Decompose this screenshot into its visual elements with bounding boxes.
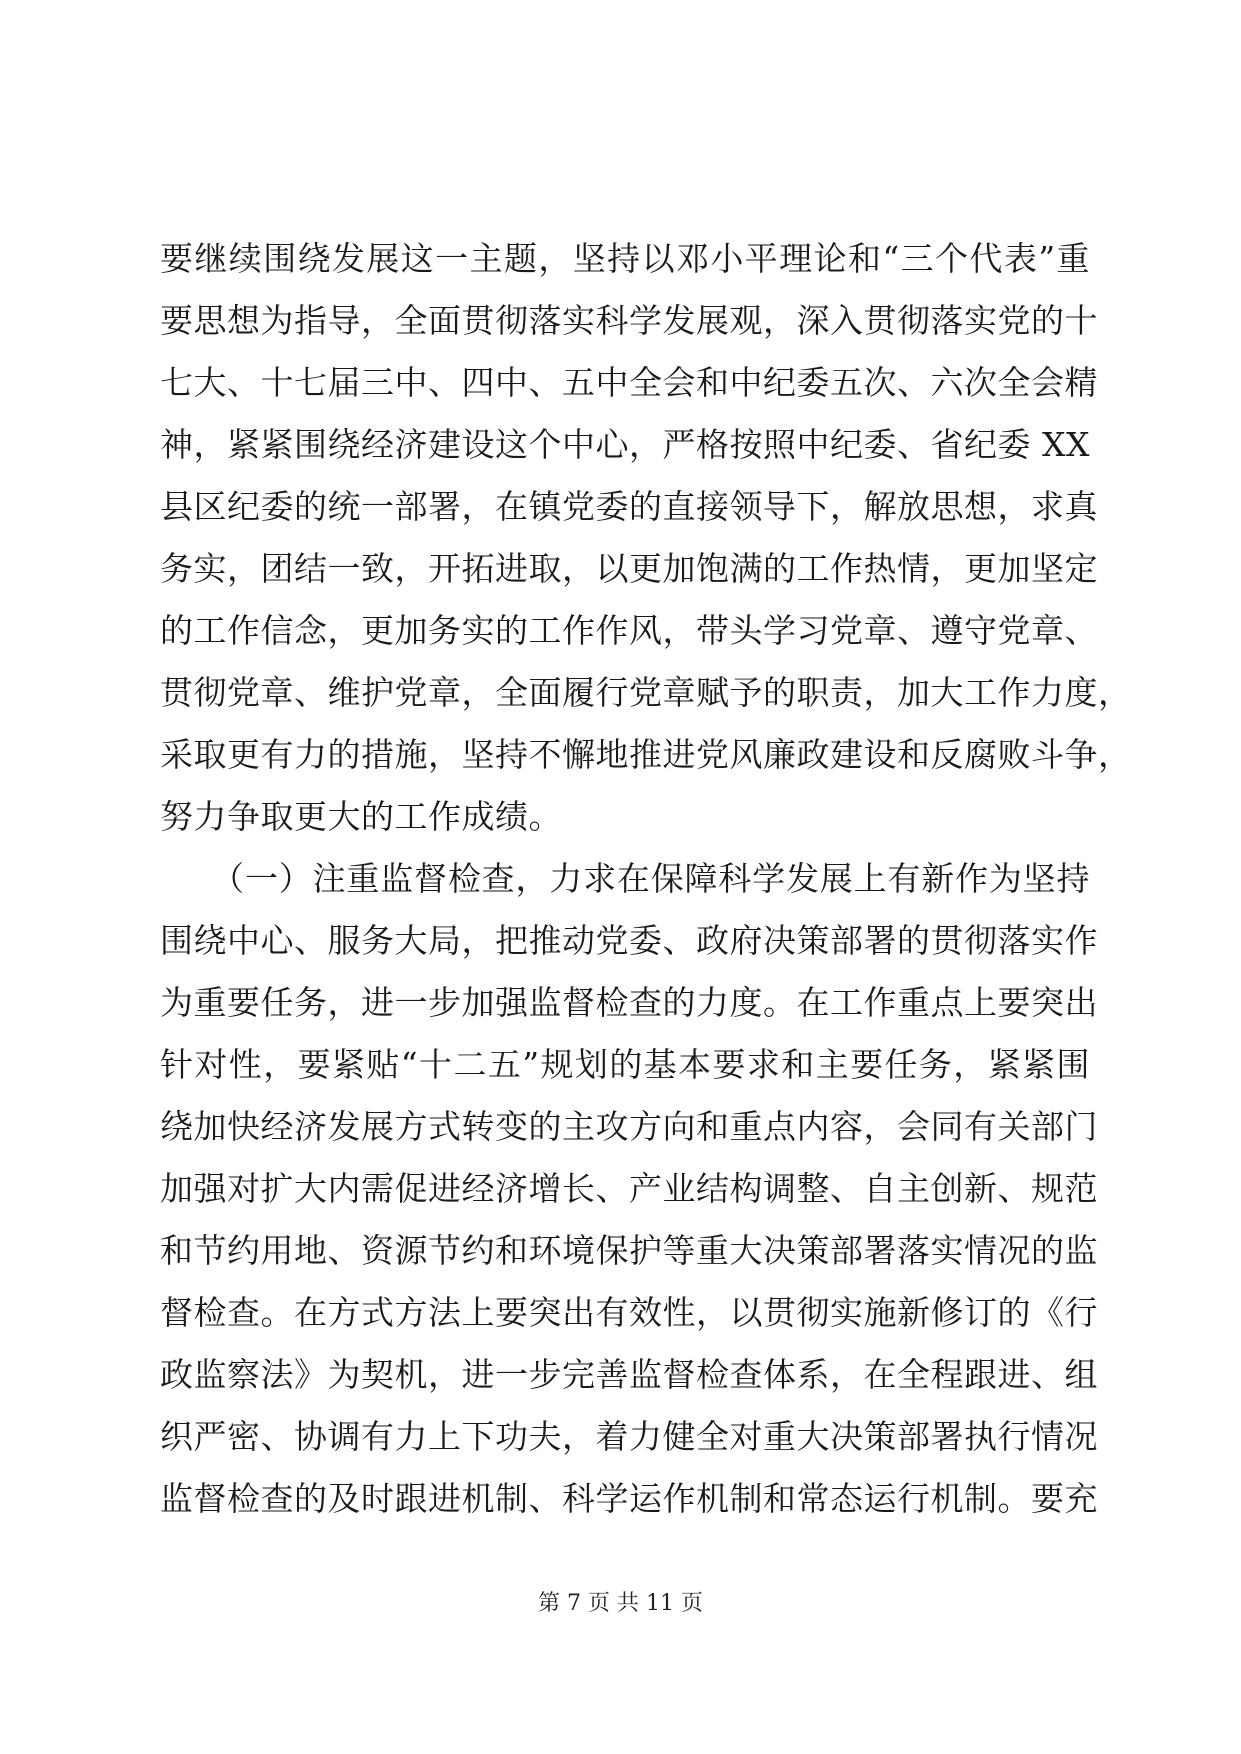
text-line: 加强对扩大内需促进经济增长、产业结构调整、自主创新、规范 — [160, 1169, 1098, 1208]
page-footer: 第 7 页 共 11 页 — [538, 1591, 703, 1616]
text-line: 采取更有力的措施，坚持不懈地推进党风廉政建设和反腐败斗争， — [160, 735, 1132, 774]
text-line: 努力争取更大的工作成绩。 — [160, 797, 562, 836]
text-line: 政监察法》为契机，进一步完善监督检查体系，在全程跟进、组 — [160, 1355, 1098, 1394]
text-line: 务实，团结一致，开拓进取，以更加饱满的工作热情，更加坚定 — [160, 549, 1098, 588]
text-line: 七大、十七届三中、四中、五中全会和中纪委五次、六次全会精 — [160, 363, 1098, 402]
text-line: 绕加快经济发展方式转变的主攻方向和重点内容，会同有关部门 — [160, 1107, 1098, 1146]
body-text — [160, 228, 1132, 1530]
text-line: 的工作信念，更加务实的工作作风，带头学习党章、遵守党章、 — [160, 611, 1098, 650]
text-line: 督检查。在方式方法上要突出有效性，以贯彻实施新修订的《行 — [160, 1293, 1098, 1332]
text-line: 贯彻党章、维护党章，全面履行党章赋予的职责，加大工作力度， — [160, 673, 1132, 712]
text-line: 要继续围绕发展这一主题，坚持以邓小平理论和“三个代表”重 — [160, 239, 1090, 278]
text-line: 和节约用地、资源节约和环境保护等重大决策部署落实情况的监 — [160, 1231, 1098, 1270]
text-line: （一）注重监督检查，力求在保障科学发展上有新作为坚持 — [160, 859, 1090, 898]
text-line: 针对性，要紧贴“十二五”规划的基本要求和主要任务，紧紧围 — [160, 1045, 1090, 1084]
text-line: 织严密、协调有力上下功夫，着力健全对重大决策部署执行情况 — [160, 1417, 1098, 1456]
text-line: 县区纪委的统一部署，在镇党委的直接领导下，解放思想，求真 — [160, 487, 1098, 526]
text-line: 要思想为指导，全面贯彻落实科学发展观，深入贯彻落实党的十 — [160, 301, 1098, 340]
text-line: 围绕中心、服务大局，把推动党委、政府决策部署的贯彻落实作 — [160, 921, 1098, 960]
text-line: 神，紧紧围绕经济建设这个中心，严格按照中纪委、省纪委 XX — [160, 425, 1090, 464]
text-line: 监督检查的及时跟进机制、科学运作机制和常态运行机制。要充 — [160, 1479, 1098, 1518]
text-line: 为重要任务，进一步加强监督检查的力度。在工作重点上要突出 — [160, 983, 1098, 1022]
